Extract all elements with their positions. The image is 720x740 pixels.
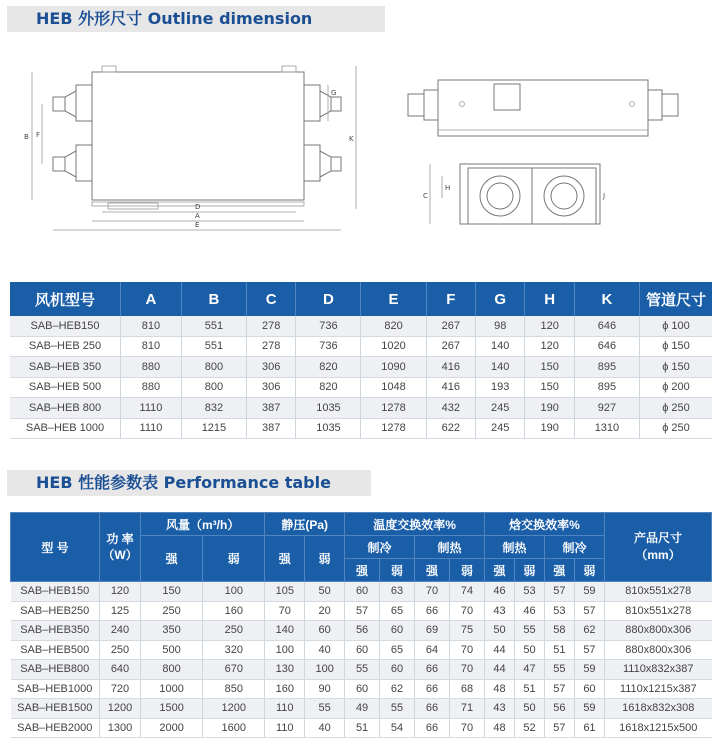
table-cell: 55 xyxy=(514,621,544,641)
table-cell: 880x800x306 xyxy=(605,640,712,660)
table-cell: 66 xyxy=(415,601,450,621)
table-cell: 60 xyxy=(345,679,380,699)
header-strong: 强 xyxy=(415,559,450,582)
table-cell: ϕ 200 xyxy=(640,377,713,398)
header-pressure-weak: 弱 xyxy=(305,536,345,582)
table-cell: 1035 xyxy=(296,398,361,419)
table-cell: 640 xyxy=(100,660,141,680)
table-cell: 880 xyxy=(121,357,182,378)
table-cell: 60 xyxy=(574,679,604,699)
table-cell: 1310 xyxy=(574,418,639,439)
table-cell: 50 xyxy=(305,582,345,602)
table-cell: SAB–HEB150 xyxy=(11,582,100,602)
table-cell: 51 xyxy=(345,718,380,738)
table-cell: 810 xyxy=(121,316,182,336)
table-cell: 70 xyxy=(415,582,450,602)
table-cell: 120 xyxy=(525,316,574,336)
table-cell: 70 xyxy=(449,718,484,738)
table-cell: 52 xyxy=(514,718,544,738)
performance-table xyxy=(10,512,712,738)
table-cell: 55 xyxy=(345,660,380,680)
header-airflow: 风量（m³/h） xyxy=(141,513,265,536)
dimension-header-cell: F xyxy=(426,282,475,316)
table-cell: SAB–HEB250 xyxy=(11,601,100,621)
table-cell: 820 xyxy=(296,357,361,378)
table-cell: 70 xyxy=(449,601,484,621)
table-cell: 66 xyxy=(415,718,450,738)
table-cell: 49 xyxy=(345,699,380,719)
table-cell: 48 xyxy=(485,679,515,699)
table-cell: 350 xyxy=(141,621,203,641)
table-cell: 880 xyxy=(121,377,182,398)
header-power: 功 率 （W） xyxy=(100,513,141,582)
dimension-table-body xyxy=(10,316,712,439)
table-cell: 46 xyxy=(514,601,544,621)
dimension-header-cell: A xyxy=(121,282,182,316)
table-cell: 43 xyxy=(485,601,515,621)
outline-bottom-drawing xyxy=(420,158,620,238)
table-cell: 50 xyxy=(485,621,515,641)
table-cell: 150 xyxy=(525,377,574,398)
dimension-header-cell: K xyxy=(574,282,639,316)
performance-table-body xyxy=(11,582,712,738)
table-cell: 69 xyxy=(415,621,450,641)
dim-label-b: B xyxy=(24,133,29,141)
table-cell: 240 xyxy=(100,621,141,641)
table-row xyxy=(10,398,712,419)
table-cell: 880x800x306 xyxy=(605,621,712,641)
table-cell: 20 xyxy=(305,601,345,621)
table-cell: 75 xyxy=(449,621,484,641)
table-cell: 60 xyxy=(345,582,380,602)
header-strong: 强 xyxy=(345,559,380,582)
dimension-header-cell: G xyxy=(476,282,525,316)
table-cell: SAB–HEB 1000 xyxy=(10,418,121,439)
table-cell: 160 xyxy=(203,601,265,621)
table-cell: 58 xyxy=(544,621,574,641)
outline-side-drawing xyxy=(400,70,700,150)
table-cell: ϕ 250 xyxy=(640,418,713,439)
table-cell: 140 xyxy=(476,336,525,357)
table-cell: 646 xyxy=(574,316,639,336)
header-temp-heating: 制热 xyxy=(415,536,485,559)
header-weak: 弱 xyxy=(514,559,544,582)
dimension-header-cell: H xyxy=(525,282,574,316)
table-cell: 53 xyxy=(514,582,544,602)
table-cell: 64 xyxy=(415,640,450,660)
table-cell: 1000 xyxy=(141,679,203,699)
table-cell: 1618x832x308 xyxy=(605,699,712,719)
table-cell: 54 xyxy=(380,718,415,738)
header-product-size: 产品尺寸 （mm） xyxy=(605,513,712,582)
table-cell: 59 xyxy=(574,660,604,680)
dim-label-g: G xyxy=(331,89,337,97)
table-cell: 57 xyxy=(544,679,574,699)
header-enth-cooling: 制冷 xyxy=(544,536,604,559)
table-cell: 927 xyxy=(574,398,639,419)
header-airflow-strong: 强 xyxy=(141,536,203,582)
table-cell: 57 xyxy=(574,601,604,621)
table-cell: 55 xyxy=(544,660,574,680)
table-cell: 320 xyxy=(203,640,265,660)
dimension-header-cell: 管道尺寸 xyxy=(640,282,713,316)
table-cell: 44 xyxy=(485,640,515,660)
table-cell: 125 xyxy=(100,601,141,621)
table-row xyxy=(11,582,712,602)
table-cell: SAB–HEB800 xyxy=(11,660,100,680)
table-cell: 670 xyxy=(203,660,265,680)
table-cell: 810x551x278 xyxy=(605,601,712,621)
table-cell: 1035 xyxy=(296,418,361,439)
table-cell: 70 xyxy=(449,660,484,680)
table-cell: 1200 xyxy=(203,699,265,719)
performance-table-title: HEB 性能参数表 Performance table xyxy=(7,470,371,496)
table-cell: 48 xyxy=(485,718,515,738)
header-weak: 弱 xyxy=(574,559,604,582)
table-cell: 90 xyxy=(305,679,345,699)
table-row xyxy=(10,316,712,336)
table-cell: 278 xyxy=(246,336,295,357)
table-cell: 60 xyxy=(305,621,345,641)
table-cell: SAB–HEB 500 xyxy=(10,377,121,398)
table-cell: 1200 xyxy=(100,699,141,719)
table-cell: 1500 xyxy=(141,699,203,719)
table-cell: 190 xyxy=(525,398,574,419)
table-cell: 551 xyxy=(181,336,246,357)
table-cell: 120 xyxy=(100,582,141,602)
table-cell: 47 xyxy=(514,660,544,680)
table-cell: SAB–HEB1500 xyxy=(11,699,100,719)
table-cell: 1278 xyxy=(361,398,426,419)
header-enth-heating: 制热 xyxy=(485,536,545,559)
table-cell: 810x551x278 xyxy=(605,582,712,602)
table-cell: 278 xyxy=(246,316,295,336)
table-cell: ϕ 150 xyxy=(640,357,713,378)
header-pressure-strong: 强 xyxy=(265,536,305,582)
table-cell: 160 xyxy=(265,679,305,699)
table-cell: 1618x1215x500 xyxy=(605,718,712,738)
table-cell: 306 xyxy=(246,377,295,398)
table-cell: SAB–HEB 350 xyxy=(10,357,121,378)
header-strong: 强 xyxy=(544,559,574,582)
table-cell: 40 xyxy=(305,640,345,660)
header-model: 型 号 xyxy=(11,513,100,582)
dim-label-k: K xyxy=(349,135,354,143)
table-cell: 832 xyxy=(181,398,246,419)
table-cell: 100 xyxy=(305,660,345,680)
table-cell: 57 xyxy=(544,582,574,602)
table-cell: 110 xyxy=(265,699,305,719)
table-row xyxy=(11,660,712,680)
table-cell: 250 xyxy=(100,640,141,660)
table-cell: 416 xyxy=(426,377,475,398)
table-cell: 105 xyxy=(265,582,305,602)
dim-label-c: C xyxy=(423,192,428,200)
table-cell: 70 xyxy=(449,640,484,660)
table-cell: 70 xyxy=(265,601,305,621)
table-cell: 800 xyxy=(181,357,246,378)
dimension-header-cell: D xyxy=(296,282,361,316)
table-cell: 60 xyxy=(380,621,415,641)
outline-dimension-title: HEB 外形尺寸 Outline dimension xyxy=(7,6,385,32)
table-row xyxy=(10,357,712,378)
table-cell: 1600 xyxy=(203,718,265,738)
table-cell: 53 xyxy=(544,601,574,621)
table-row xyxy=(11,718,712,738)
dim-label-j: J xyxy=(603,192,606,200)
table-cell: 74 xyxy=(449,582,484,602)
table-cell: ϕ 150 xyxy=(640,336,713,357)
table-cell: 66 xyxy=(415,679,450,699)
table-cell: 1110 xyxy=(121,418,182,439)
table-cell: 100 xyxy=(265,640,305,660)
table-cell: 63 xyxy=(380,582,415,602)
table-cell: SAB–HEB500 xyxy=(11,640,100,660)
dim-label-f: F xyxy=(36,131,41,139)
table-cell: 62 xyxy=(380,679,415,699)
table-row xyxy=(11,601,712,621)
table-cell: 46 xyxy=(485,582,515,602)
table-cell: 387 xyxy=(246,398,295,419)
table-cell: SAB–HEB350 xyxy=(11,621,100,641)
table-cell: 1020 xyxy=(361,336,426,357)
table-cell: 1090 xyxy=(361,357,426,378)
header-enthalpy-efficiency: 焓交换效率% xyxy=(485,513,605,536)
table-cell: 193 xyxy=(476,377,525,398)
table-cell: 1278 xyxy=(361,418,426,439)
header-airflow-weak: 弱 xyxy=(203,536,265,582)
dimension-header-cell: C xyxy=(246,282,295,316)
table-cell: 71 xyxy=(449,699,484,719)
table-cell: 50 xyxy=(514,699,544,719)
table-cell: 57 xyxy=(574,640,604,660)
table-cell: 1110x832x387 xyxy=(605,660,712,680)
table-cell: SAB–HEB150 xyxy=(10,316,121,336)
dimension-header-cell: B xyxy=(181,282,246,316)
table-cell: 432 xyxy=(426,398,475,419)
table-cell: 51 xyxy=(544,640,574,660)
table-cell: 820 xyxy=(296,377,361,398)
table-cell: 62 xyxy=(574,621,604,641)
dim-label-e: E xyxy=(195,221,200,229)
table-cell: 130 xyxy=(265,660,305,680)
outline-front-drawing xyxy=(10,55,390,255)
table-cell: 98 xyxy=(476,316,525,336)
table-cell: 50 xyxy=(514,640,544,660)
table-cell: 44 xyxy=(485,660,515,680)
table-row xyxy=(10,377,712,398)
table-cell: 1110x1215x387 xyxy=(605,679,712,699)
table-cell: 150 xyxy=(525,357,574,378)
table-cell: 850 xyxy=(203,679,265,699)
table-cell: 245 xyxy=(476,398,525,419)
table-cell: 59 xyxy=(574,699,604,719)
header-temp-cooling: 制冷 xyxy=(345,536,415,559)
table-cell: 140 xyxy=(265,621,305,641)
table-cell: 1215 xyxy=(181,418,246,439)
table-cell: 551 xyxy=(181,316,246,336)
table-cell: 387 xyxy=(246,418,295,439)
dim-label-d: D xyxy=(195,203,201,211)
table-cell: 895 xyxy=(574,377,639,398)
table-cell: 1048 xyxy=(361,377,426,398)
table-row xyxy=(11,640,712,660)
table-cell: 500 xyxy=(141,640,203,660)
dimension-table xyxy=(10,282,712,439)
table-cell: 100 xyxy=(203,582,265,602)
table-cell: 800 xyxy=(181,377,246,398)
table-cell: 110 xyxy=(265,718,305,738)
table-cell: 51 xyxy=(514,679,544,699)
table-cell: 150 xyxy=(141,582,203,602)
table-cell: 1110 xyxy=(121,398,182,419)
table-cell: 736 xyxy=(296,316,361,336)
table-cell: 250 xyxy=(141,601,203,621)
table-cell: 43 xyxy=(485,699,515,719)
table-cell: 800 xyxy=(141,660,203,680)
table-cell: 40 xyxy=(305,718,345,738)
table-cell: 56 xyxy=(544,699,574,719)
table-cell: 736 xyxy=(296,336,361,357)
table-cell: 61 xyxy=(574,718,604,738)
table-cell: 140 xyxy=(476,357,525,378)
table-cell: 1300 xyxy=(100,718,141,738)
table-cell: ϕ 250 xyxy=(640,398,713,419)
header-strong: 强 xyxy=(485,559,515,582)
table-cell: 267 xyxy=(426,336,475,357)
table-cell: 810 xyxy=(121,336,182,357)
dimension-header-cell: E xyxy=(361,282,426,316)
table-cell: 60 xyxy=(345,640,380,660)
table-cell: ϕ 100 xyxy=(640,316,713,336)
dimension-table-header xyxy=(10,282,712,316)
table-cell: 66 xyxy=(415,699,450,719)
table-cell: 57 xyxy=(345,601,380,621)
table-row xyxy=(11,699,712,719)
table-cell: 416 xyxy=(426,357,475,378)
table-cell: 55 xyxy=(380,699,415,719)
table-cell: SAB–HEB 800 xyxy=(10,398,121,419)
table-cell: 68 xyxy=(449,679,484,699)
table-cell: 59 xyxy=(574,582,604,602)
table-cell: 646 xyxy=(574,336,639,357)
table-cell: 720 xyxy=(100,679,141,699)
table-cell: SAB–HEB1000 xyxy=(11,679,100,699)
table-row xyxy=(11,621,712,641)
table-cell: 2000 xyxy=(141,718,203,738)
table-cell: 56 xyxy=(345,621,380,641)
table-cell: 57 xyxy=(544,718,574,738)
table-cell: 267 xyxy=(426,316,475,336)
dim-label-h: H xyxy=(445,184,451,192)
table-cell: 65 xyxy=(380,640,415,660)
header-weak: 弱 xyxy=(380,559,415,582)
table-cell: 895 xyxy=(574,357,639,378)
table-cell: 622 xyxy=(426,418,475,439)
table-row xyxy=(10,336,712,357)
table-cell: 60 xyxy=(380,660,415,680)
table-cell: 250 xyxy=(203,621,265,641)
table-cell: 55 xyxy=(305,699,345,719)
table-cell: 120 xyxy=(525,336,574,357)
table-row xyxy=(10,418,712,439)
table-cell: SAB–HEB2000 xyxy=(11,718,100,738)
dimension-header-cell: 风机型号 xyxy=(10,282,121,316)
table-cell: SAB–HEB 250 xyxy=(10,336,121,357)
header-temperature-efficiency: 温度交换效率% xyxy=(345,513,485,536)
header-static-pressure: 静压(Pa) xyxy=(265,513,345,536)
table-cell: 820 xyxy=(361,316,426,336)
dim-label-a: A xyxy=(195,212,200,220)
table-cell: 66 xyxy=(415,660,450,680)
table-cell: 65 xyxy=(380,601,415,621)
table-row xyxy=(11,679,712,699)
table-cell: 190 xyxy=(525,418,574,439)
table-cell: 245 xyxy=(476,418,525,439)
header-weak: 弱 xyxy=(449,559,484,582)
table-cell: 306 xyxy=(246,357,295,378)
